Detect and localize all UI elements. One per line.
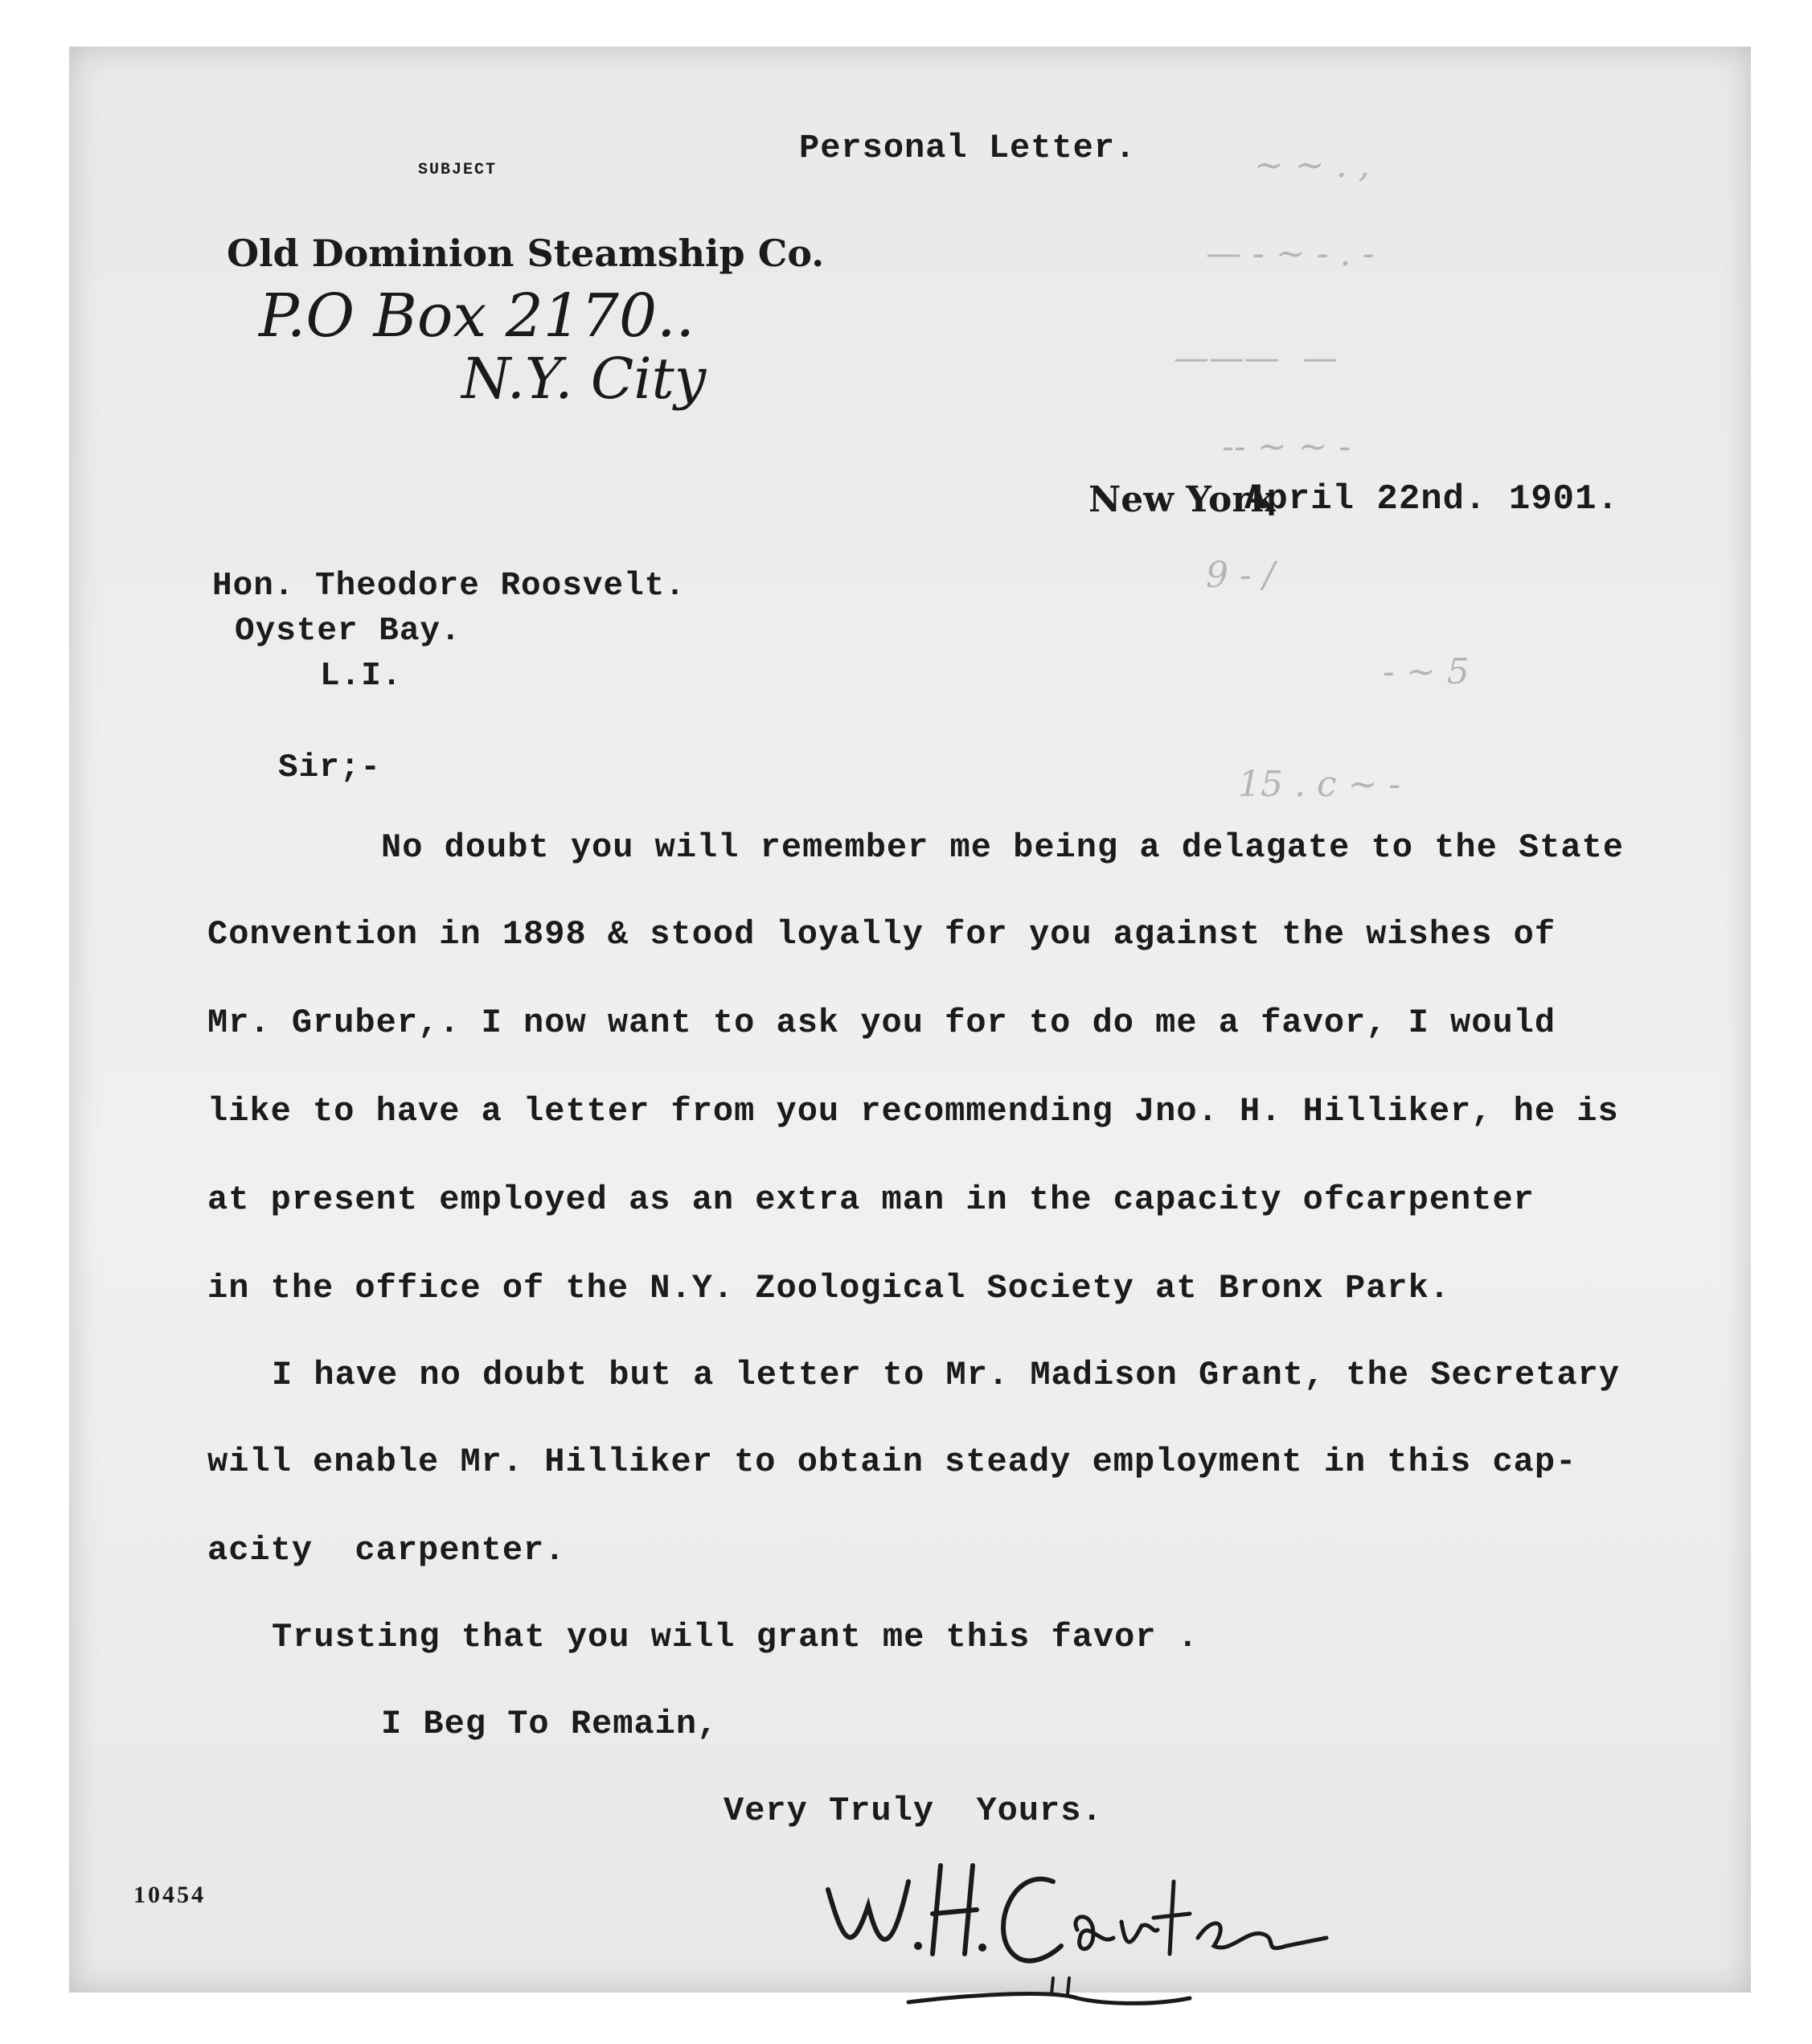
body-line: No doubt you will remember me being a delagate to the State bbox=[381, 828, 1625, 867]
letter-type: Personal Letter. bbox=[799, 129, 1137, 167]
handwritten-address-1: P.O Box 2170.. bbox=[259, 281, 695, 351]
pencil-marks: 9 - / bbox=[1206, 555, 1275, 596]
body-line: like to have a letter from you recommending Jno. H. Hilliker, he is bbox=[207, 1092, 1619, 1131]
body-line: will enable Mr. Hilliker to obtain steady employment in this cap- bbox=[207, 1443, 1577, 1481]
subject-label: SUBJECT bbox=[418, 161, 498, 179]
company-letterhead: Old Dominion Steamship Co. bbox=[227, 232, 825, 275]
pencil-marks: ——— — bbox=[1174, 338, 1338, 379]
body-line: in the office of the N.Y. Zoological Society at Bronx Park. bbox=[207, 1269, 1451, 1307]
recipient-line-1: Hon. Theodore Roosvelt. bbox=[212, 568, 686, 605]
dateline-place: New York bbox=[1088, 479, 1276, 520]
body-line: Mr. Gruber,. I now want to ask you for to do me a favor, I would bbox=[207, 1004, 1556, 1042]
pencil-marks: — - ~ - . - bbox=[1206, 233, 1375, 274]
body-line: acity carpenter. bbox=[207, 1531, 566, 1570]
body-line: I have no doubt but a letter to Mr. Madison Grant, the Secretary bbox=[272, 1356, 1621, 1394]
pencil-marks: - ~ 5 bbox=[1383, 651, 1470, 692]
body-line: at present employed as an extra man in the capacity ofcarpenter bbox=[207, 1180, 1535, 1219]
recipient-line-3: L.I. bbox=[320, 658, 403, 695]
pencil-marks: 15 . c ~ - bbox=[1238, 764, 1401, 805]
handwritten-address-2: N.Y. City bbox=[461, 346, 707, 412]
pencil-marks: ~ ~ . , bbox=[1254, 145, 1370, 186]
body-line: Convention in 1898 & stood loyally for you against the wishes of bbox=[207, 915, 1556, 954]
document-number: 10454 bbox=[133, 1882, 206, 1908]
body-line: I Beg To Remain, bbox=[381, 1705, 719, 1743]
body-line: Trusting that you will grant me this favor . bbox=[272, 1618, 1199, 1656]
dateline-date: April 22nd. 1901. bbox=[1244, 479, 1619, 519]
salutation: Sir;- bbox=[278, 749, 382, 786]
pencil-marks: -- ~ ~ - bbox=[1222, 426, 1351, 467]
closing: Very Truly Yours. bbox=[724, 1792, 1103, 1830]
recipient-line-2: Oyster Bay. bbox=[235, 613, 461, 650]
handwritten-signature bbox=[812, 1833, 1375, 2026]
